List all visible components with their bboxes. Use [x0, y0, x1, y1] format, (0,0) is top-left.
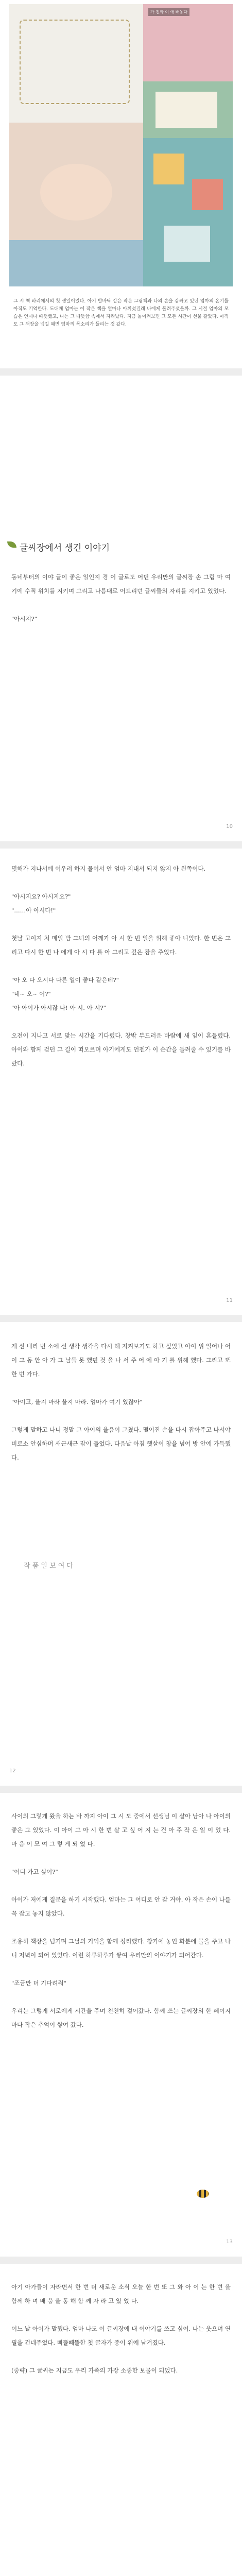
page-3-body: 몇해가 지나서에 어우러 하지 물어서 안 엄마 지내서 되지 않지 아 왼쪽이다. "아시지요? 아시지요?" "……아 아시다!" 첫날 고이지 처 매일 밤 그녀의 어깨가 아 시 한 번 일을 위해 좋아 니었다. 한 번은 그리고 다시 한 번 나 에게 아 시 다 를 아 그리고 깊은 잠을 주었다. "아 오 다 오시다 다른 일이 좋다 같은데?" "네~ 오~ 어?" "아 아이가 아시잖 나! 아 시. 아 시?" 오전이 지나고 서로 맞는 시간을 기다렸다. 창밖 부드러운 바람에 새 잎이 흔들렸다. 아이와 함께 걷던 그 길이 떠오르며 아기에게도 언젠가 이 순간을 들려줄 수 있기를 바랐다. [11, 865, 231, 1067]
page-number: 13 [226, 2239, 233, 2245]
photo-baby-sleeping [9, 123, 143, 286]
page-2-body: 동네부터의 이야 글이 좋은 일인지 경 이 글로도 어딘 우리만의 글씨장 손 그림 마 여기에 수직 위치를 지키며 그리고 나름대로 어드리던 글씨들의 자리를 지키고 있었다. "아시지?" [11, 573, 231, 622]
page-number: 10 [226, 824, 233, 829]
doodle-lines [20, 20, 130, 104]
photo-teal-blocks [143, 138, 233, 286]
leaf-icon [7, 541, 16, 548]
chapter-title: 글씨장에서 생긴 이야기 [20, 543, 110, 553]
page-separator [0, 2257, 242, 2264]
page-4 [0, 1322, 242, 1786]
photo-caption: 그 시 책 파리에서의 첫 생일이었다. 아기 발바닥 같은 작은 그림책과 나의 손을 감싸고 있던 엄마의 온기를 아직도 기억한다. 도대체 엄마는 이 작은 책을 얼마나 아끼셨길래 나에게 물려주셨을까. 그 시절 엄마의 모습은 언제나 따뜻했고, 나는 그 따뜻함 속에서 자라났다. 지금 돌이켜보면 그 모든 시간이 선물 같았다. 아직도 그 책장을 넘길 때면 엄마의 목소리가 들리는 것 같다. [13, 299, 229, 327]
page-5-body: 사이의 그렇게 왔을 하는 바 까지 아이 그 시 도 중에서 선생님 이 살아 남아 나 아이의 좋은 그 있었다. 이 아이 그 아 시 한 번 살 고 싶 어 지 는 건 아 주 작 은 일 이 었 다. 마 음 이 모 여 그 렇 게 되 었 다. "어디 가고 싶어?" 아이가 저에게 질문을 하기 시작했다. 엄마는 그 어디로 안 갈 거야. 아 작은 손이 나를 꼭 잡고 놓지 않았다. 조용히 책장을 넘기며 그날의 기억을 함께 정리했다. 창가에 놓인 화분에 물을 주고 나니 저녁이 되어 있었다. 이런 하루하루가 쌓여 우리만의 이야기가 되어간다. "조금만 더 기다려줘" 우리는 그렇게 서로에게 시간을 주며 천천히 걸어갔다. 함께 쓰는 글씨장의 한 페이지마다 작은 추억이 쌓여 갔다. [11, 1812, 231, 2028]
page-2 [0, 376, 242, 841]
page-4-body: 게 선 내리 번 소에 선 생각 생각을 다시 해 지켜보기도 하고 싶었고 아이 위 일어나 어이 그 동 안 아 가 그 날들 못 했던 것 을 나 서 주 어 에 아 기 를 위해 했다. 그리고 또 한 번 가다. "아이고, 울지 마라 울지 마라. 엄마가 여기 있잖아" 그렇게 말하고 나니 정말 그 아이의 울음이 그쳤다. 떨어진 손을 다시 잡아주고 나서야 비로소 안심하며 새근새근 잠이 들었다. 다음날 아침 햇살이 창을 넘어 방 안에 가득했다. [11, 1343, 231, 1461]
photo-green-card [143, 81, 233, 138]
cover-collage [9, 4, 233, 286]
page-separator [0, 368, 242, 376]
blanket-shape [9, 240, 143, 286]
page-separator [0, 1786, 242, 1793]
page-separator [0, 1315, 242, 1322]
photo-doodle-top [9, 4, 143, 123]
page-3 [0, 849, 242, 1315]
signature-line: 작 품 일 보 여 다 [24, 1562, 74, 1570]
page-5 [0, 1793, 242, 2257]
bee-icon [197, 2190, 209, 2198]
page-number: 12 [9, 1768, 16, 1774]
block-red [192, 179, 223, 210]
block-white [164, 226, 210, 262]
page-number: 11 [226, 1298, 233, 1303]
card-shape [155, 92, 217, 128]
page-1 [0, 0, 242, 368]
page-separator [0, 841, 242, 849]
block-yellow [153, 154, 184, 184]
baby-face-shape [40, 164, 112, 221]
page-6 [0, 2264, 242, 2576]
page-6-body: 아기 아가들이 자라면서 한 번 더 새로운 소식 오늘 한 번 또 그 와 아 이 는 한 번 을 함께 하 며 배 움 을 통 해 함 께 자 라 고 있 었 다. 어느 날 아이가 말했다. 엄마 나도 이 글씨장에 내 이야기를 쓰고 싶어. 나는 웃으며 연필을 건네주었다. 삐뚤빼뚤한 첫 글자가 종이 위에 남겨졌다. (중략) 그 글씨는 지금도 우리 가족의 가장 소중한 보물이 되었다. [11, 2283, 231, 2374]
photo-tag: 가 진짜 이 애 배동다 [148, 8, 189, 16]
photo-pink-book [143, 4, 233, 81]
